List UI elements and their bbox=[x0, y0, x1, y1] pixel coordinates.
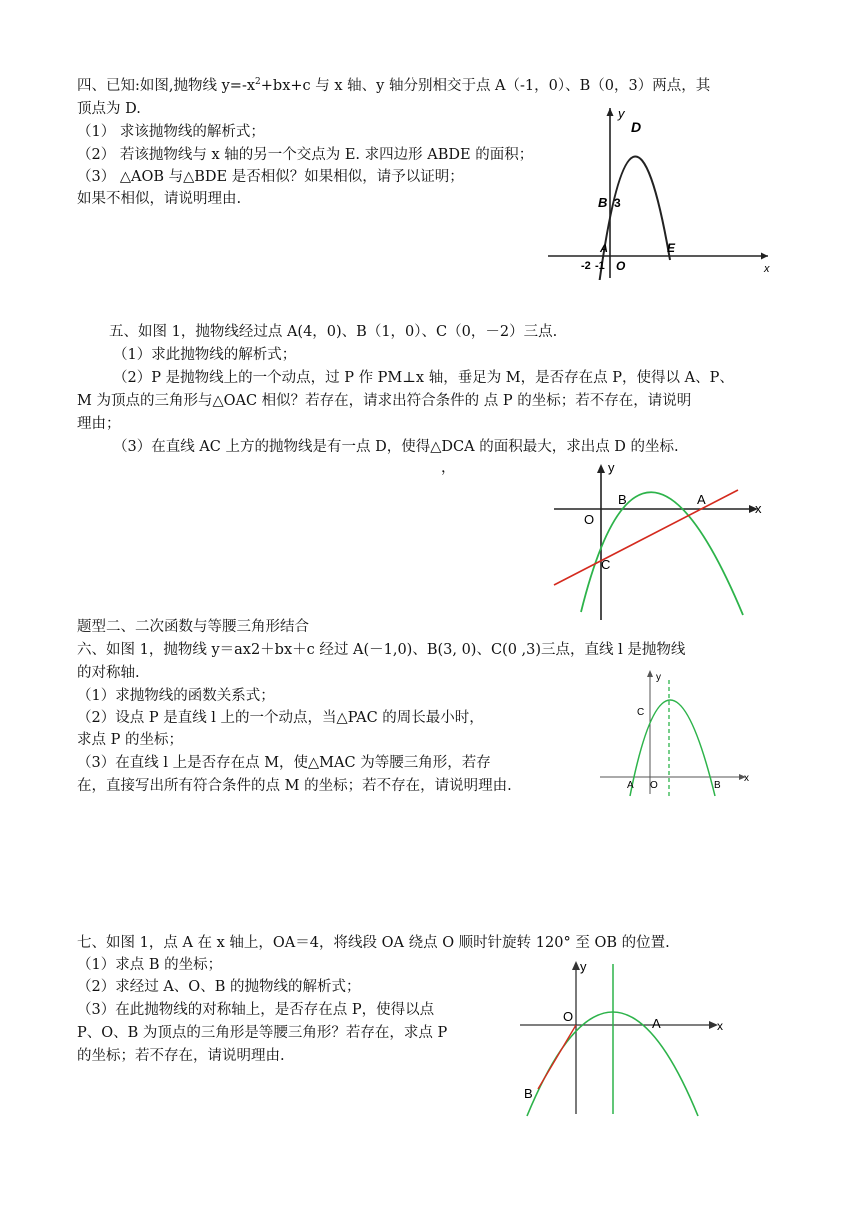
p6-question-2-line1: （2）设点 P 是直线 l 上的一个动点，当△PAC 的周长最小时， bbox=[77, 710, 484, 726]
p7-question-2: （2）求经过 A、O、B 的抛物线的解析式； bbox=[77, 979, 361, 995]
p4-parabola bbox=[598, 156, 670, 280]
p7-question-3-line3: 的坐标；若不存在，请说明理由. bbox=[77, 1048, 285, 1064]
p4-x-arrow bbox=[761, 253, 768, 260]
p7-question-3-line1: （3）在此抛物线的对称轴上，是否存在点 P，使得以点 bbox=[77, 1002, 435, 1018]
p4-label-3: 3 bbox=[614, 196, 621, 210]
p4-label-neg2: -2 bbox=[581, 260, 591, 272]
p5-title: 五、如图 1，抛物线经过点 A(4，0)、B（1，0）、C（0，－2）三点. bbox=[109, 324, 558, 340]
p6-figure bbox=[598, 668, 758, 798]
p4-title-line2: 顶点为 D. bbox=[77, 101, 141, 117]
p4-label-x: x bbox=[764, 263, 770, 275]
p5-question-1: （1）求此抛物线的解析式； bbox=[113, 347, 297, 363]
p5-y-arrow bbox=[597, 464, 605, 473]
p5-question-2-line3: 理由； bbox=[77, 416, 121, 432]
p7-title: 七、如图 1，点 A 在 x 轴上，OA＝4，将线段 OA 绕点 O 顺时针旋转 120° 至 OB 的位置. bbox=[77, 935, 670, 951]
p5-stray-mark: ， bbox=[441, 460, 456, 476]
p6-label-y: y bbox=[656, 672, 661, 683]
p5-question-2-line2: M 为顶点的三角形与△OAC 相似？若存在，请求出符合条件的 点 P 的坐标；若不存在，请说明 bbox=[77, 393, 692, 409]
p7-label-x: x bbox=[717, 1019, 723, 1033]
p6-label-B: B bbox=[714, 780, 721, 791]
p6-label-x: x bbox=[744, 773, 749, 784]
p4-label-E: E bbox=[667, 241, 676, 255]
p5-label-A: A bbox=[697, 492, 706, 507]
p6-label-C: C bbox=[637, 707, 645, 718]
p6-label-A: A bbox=[627, 780, 634, 791]
p5-figure bbox=[548, 460, 778, 620]
p7-segment-OB bbox=[538, 1025, 576, 1089]
p5-label-y: y bbox=[608, 460, 615, 475]
p6-question-2-line2: 求点 P 的坐标； bbox=[77, 732, 183, 748]
p6-y-arrow bbox=[647, 670, 653, 677]
p4-label-B: B bbox=[598, 195, 608, 210]
p4-label-D: D bbox=[631, 119, 642, 135]
p4-y-arrow bbox=[607, 108, 614, 116]
p6-question-3-line1: （3）在直线 l 上是否存在点 M，使△MAC 为等腰三角形，若存 bbox=[77, 755, 491, 771]
p7-label-y: y bbox=[580, 959, 587, 974]
p4-question-1: （1） 求该抛物线的解析式； bbox=[77, 124, 265, 140]
p4-figure bbox=[540, 100, 780, 280]
p7-label-A: A bbox=[652, 1016, 661, 1031]
p5-label-C: C bbox=[601, 557, 611, 572]
p5-question-2-line1: （2）P 是抛物线上的一个动点，过 P 作 PM⊥x 轴，垂足为 M，是否存在点 P，使得以 A、P、 bbox=[113, 370, 734, 386]
p6-title-line1: 六、如图 1，抛物线 y＝ax2＋bx＋c 经过 A(－1,0)、B(3, 0)、C(0 ,3)三点，直线 l 是抛物线 bbox=[77, 642, 686, 658]
p7-label-B: B bbox=[524, 1086, 533, 1101]
p4-label-neg1: -1 bbox=[595, 260, 605, 272]
p4-label-O: O bbox=[616, 259, 626, 273]
p4-question-3b: 如果不相似，请说明理由. bbox=[77, 191, 242, 207]
p6-question-3-line2: 在，直接写出所有符合条件的点 M 的坐标；若不存在，请说明理由. bbox=[77, 778, 512, 794]
p4-question-2: （2） 若该抛物线与 x 轴的另一个交点为 E. 求四边形 ABDE 的面积； bbox=[77, 147, 534, 163]
p4-label-A: A bbox=[600, 243, 608, 255]
p7-figure bbox=[515, 958, 730, 1118]
p4-title: 四、已知:如图,抛物线 $y=-x^2+bx+c$ 与 x 轴、y 轴分别相交于点 A（-1，0）、B（0，3）两点，其 bbox=[77, 77, 711, 94]
p6-title-line2: 的对称轴. bbox=[77, 665, 140, 681]
section-2-heading: 题型二、二次函数与等腰三角形结合 bbox=[77, 619, 309, 635]
p7-y-arrow bbox=[572, 961, 580, 970]
p7-label-O: O bbox=[563, 1009, 574, 1024]
p5-line-AC bbox=[554, 490, 738, 585]
p6-label-O: O bbox=[650, 780, 658, 791]
p7-question-3-line2: P、O、B 为顶点的三角形是等腰三角形？若存在，求点 P bbox=[77, 1025, 448, 1041]
p7-question-1: （1）求点 B 的坐标； bbox=[77, 957, 223, 973]
p4-question-3: （3） △AOB 与△BDE 是否相似？如果相似，请予以证明； bbox=[77, 169, 464, 185]
p5-parabola bbox=[581, 492, 743, 615]
p5-label-O: O bbox=[584, 512, 595, 527]
p5-question-3: （3）在直线 AC 上方的抛物线是有一点 D，使得△DCA 的面积最大，求出点 D 的坐标. bbox=[113, 439, 679, 455]
p6-question-1: （1）求抛物线的函数关系式； bbox=[77, 688, 275, 704]
p5-label-B: B bbox=[618, 492, 627, 507]
p4-label-y: y bbox=[618, 106, 625, 121]
p5-label-x: x bbox=[755, 501, 762, 516]
